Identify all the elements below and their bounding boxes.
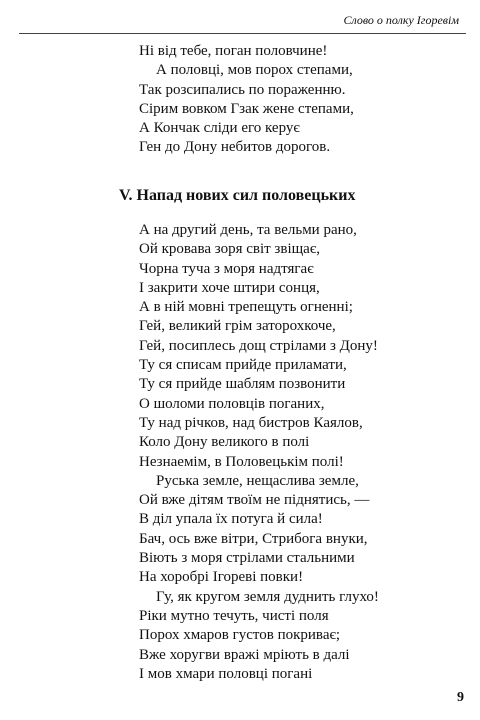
verse-line: Гу, як кругом земля дуднить глухо!	[156, 588, 379, 605]
verse-line: А половці, мов порох степами,	[156, 62, 353, 79]
verse-line: Віють з моря стрілами стальними	[139, 550, 355, 567]
verse-line: Ой вже дітям твоїм не піднятись, —	[139, 492, 370, 509]
verse-line: Коло Дону великого в полі	[139, 434, 310, 451]
section-title: V. Напад нових сил половецьких	[119, 187, 356, 204]
verse-line: І закрити хоче штири сонця,	[139, 279, 320, 296]
verse-line: Бач, ось вже вітри, Стрибога внуки,	[139, 530, 368, 547]
verse-line: Незнаемім, в Половецькім полі!	[139, 453, 344, 470]
verse-line: В діл упала їх потуга й сила!	[139, 511, 323, 528]
verse-line: Руська земле, нещаслива земле,	[156, 472, 359, 489]
verse-line: А в ній мовні трепещуть огненні;	[139, 299, 353, 316]
verse-line: Ту ся прийде шаблям позвонити	[139, 376, 346, 393]
verse-line: Гей, великий грім заторохкоче,	[139, 318, 336, 335]
verse-line: Ой кровава зоря світ звіщає,	[139, 241, 321, 258]
verse-line: А Кончак сліди его керує	[139, 120, 300, 137]
verse-line: Вже хоругви вражі мріють в далі	[139, 646, 350, 663]
verse-line: Ту над річков, над бистров Каялов,	[139, 414, 363, 431]
verse-line: Ні від тебе, поган половчине!	[139, 43, 328, 59]
header-rule	[19, 33, 466, 34]
page-number: 9	[457, 690, 464, 705]
verse-line: Ріки мутно течуть, чисті поля	[139, 607, 329, 624]
verse-line: О шоломи половців поганих,	[139, 395, 325, 412]
verse-line: Ту ся списам прийде приламати,	[139, 357, 347, 374]
stanza-top	[139, 42, 354, 158]
verse-line: Сірим вовком Гзак жене степами,	[139, 100, 354, 117]
running-head: Слово о полку Ігоревім	[343, 13, 459, 27]
verse-line: І мов хмари половці погані	[139, 665, 313, 682]
verse-line: На хоробрі Ігореві повки!	[139, 569, 304, 586]
verse-line: Ген до Дону небитов дорогов.	[139, 139, 331, 156]
verse-line: А на другий день, та вельми рано,	[139, 222, 357, 238]
verse-line: Так розсипались по пораженню.	[139, 81, 346, 98]
verse-line: Порох хмаров густов покриває;	[139, 627, 341, 644]
stanza-main	[139, 221, 379, 684]
verse-line: Чорна туча з моря надтягає	[139, 260, 314, 277]
verse-line: Гей, посиплесь дощ стрілами з Дону!	[139, 337, 378, 354]
